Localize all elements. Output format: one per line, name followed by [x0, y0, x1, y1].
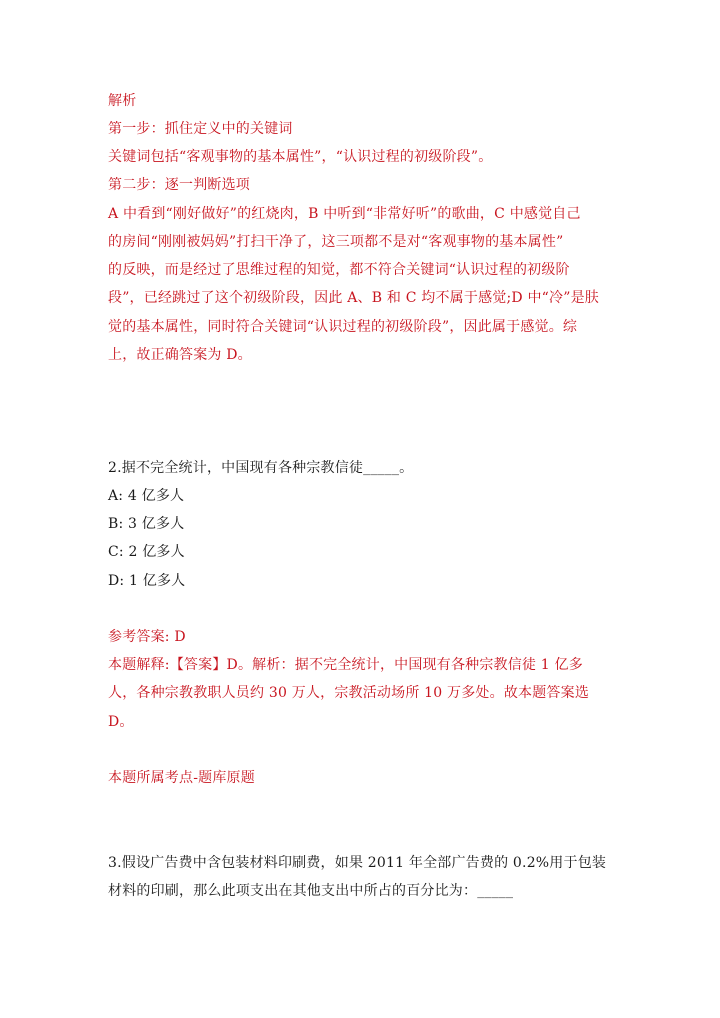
analysis-heading: 解析 [108, 93, 137, 109]
question2-option-a: A: 4 亿多人 [108, 488, 185, 504]
question2-category: 本题所属考点-题库原题 [108, 770, 255, 786]
analysis-step2: 第二步：逐一判断选项 [108, 177, 250, 193]
analysis-body-line: 的反映，而是经过了思维过程的知觉，都不符合关键词“认识过程的初级阶 [108, 262, 570, 278]
analysis-body-line: A 中看到“刚好做好”的红烧肉，B 中听到“非常好听”的歌曲，C 中感觉自己 [108, 206, 581, 222]
question2-stem: 2.据不完全统计，中国现有各种宗教信徒_____。 [108, 460, 414, 476]
question2-option-b: B: 3 亿多人 [108, 516, 185, 532]
analysis-body-line: 觉的基本属性，同时符合关键词“认识过程的初级阶段”，因此属于感觉。综 [108, 319, 578, 335]
question3-stem-line: 材料的印刷，那么此项支出在其他支出中所占的百分比为：_____ [108, 883, 514, 899]
analysis-body-line: 上，故正确答案为 D。 [108, 347, 252, 363]
analysis-body-line: 段”，已经跳过了这个初级阶段，因此 A、B 和 C 均不属于感觉;D 中“冷”是肤 [108, 290, 599, 306]
question3-stem-line: 3.假设广告费中含包装材料印刷费，如果 2011 年全部广告费的 0.2%用于包装 [108, 855, 607, 871]
question2-explanation-line: D。 [108, 714, 134, 730]
question2-explanation-line: 人，各种宗教教职人员约 30 万人，宗教活动场所 10 万多处。故本题答案选 [108, 685, 590, 701]
question2-option-c: C: 2 亿多人 [108, 544, 185, 560]
analysis-body-line: 的房间“刚刚被妈妈”打扫干净了，这三项都不是对“客观事物的基本属性” [108, 234, 564, 250]
question2-explanation-line: 本题解释:【答案】D。解析：据不完全统计，中国现有各种宗教信徒 1 亿多 [108, 657, 583, 673]
question2-option-d: D: 1 亿多人 [108, 573, 186, 589]
question2-answer: 参考答案: D [108, 629, 186, 645]
analysis-keywords: 关键词包括“客观事物的基本属性”，“认识过程的初级阶段”。 [108, 149, 493, 165]
analysis-step1: 第一步：抓住定义中的关键词 [108, 121, 293, 137]
